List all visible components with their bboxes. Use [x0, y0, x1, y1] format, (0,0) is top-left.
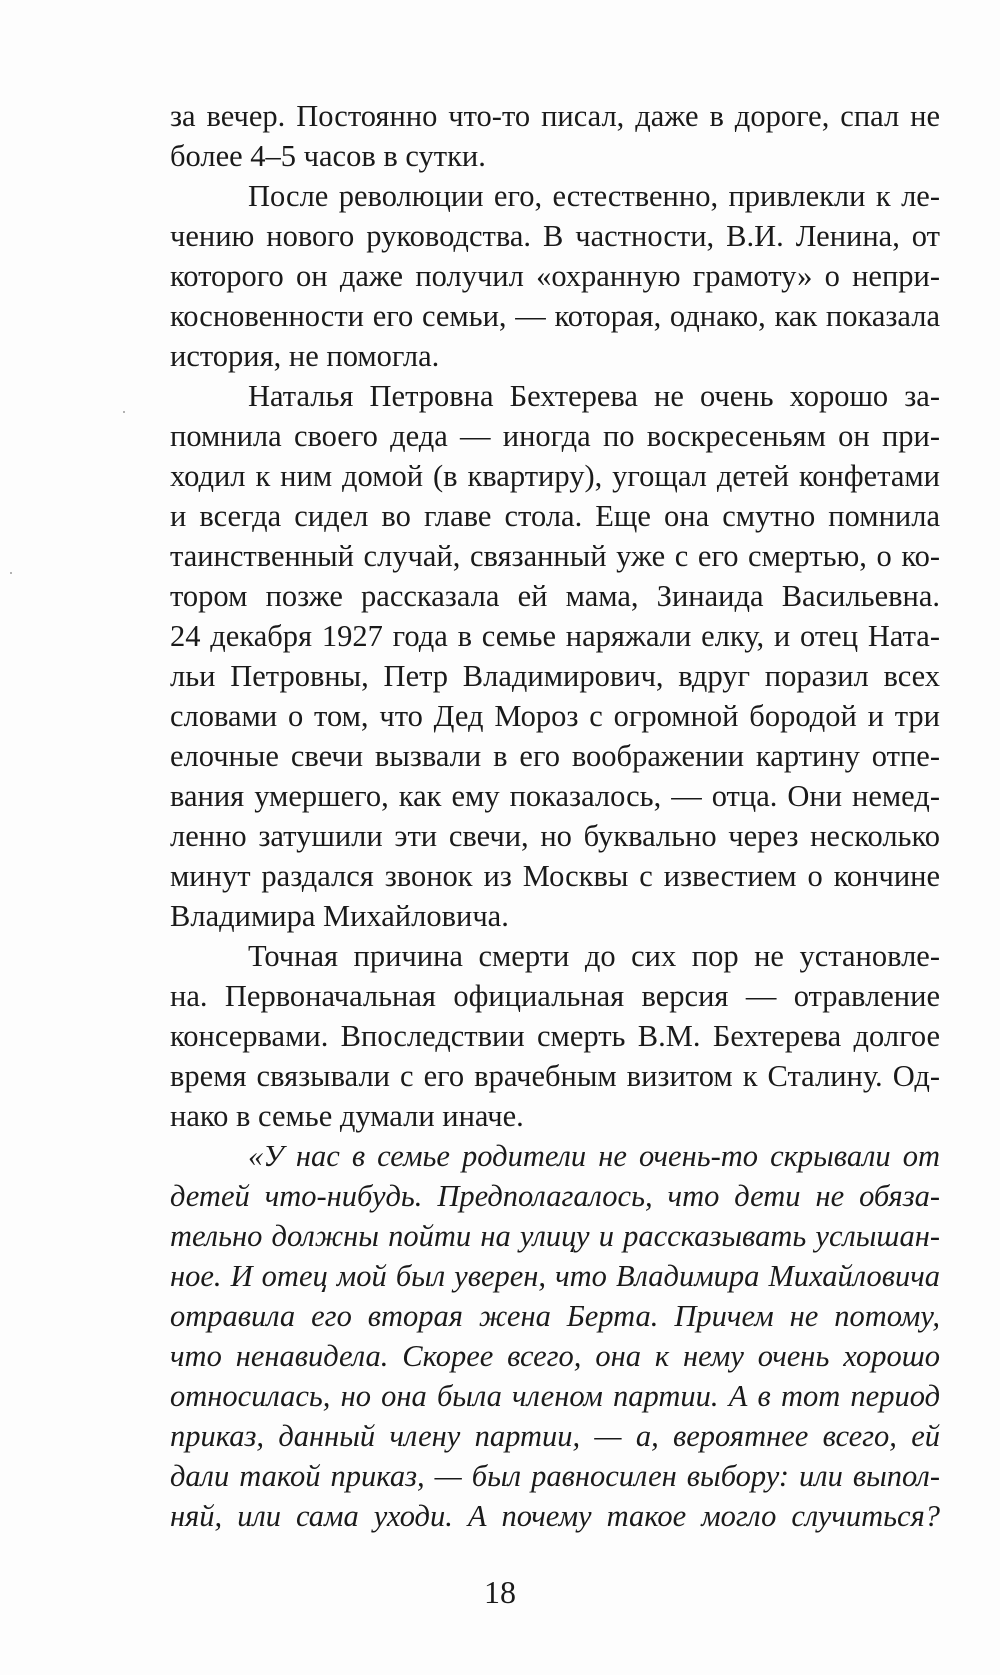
text-line: 24 декабря 1927 года в семье наряжали елку, и отец Ната-: [170, 619, 940, 653]
text-line: елочные свечи вызвали в его воображении картину отпе-: [170, 739, 940, 773]
quote-line: дали такой приказ, — был равносилен выбору: или выпол-: [170, 1459, 940, 1493]
text-line: время связывали с его врачебным визитом к Сталину. Од-: [170, 1059, 940, 1093]
text-line: льи Петровны, Петр Владимирович, вдруг поразил всех: [170, 659, 940, 693]
quote-line: приказ, данный члену партии, — а, вероятнее всего, ей: [170, 1419, 940, 1453]
text-line: на. Первоначальная официальная версия — отравление: [170, 979, 940, 1013]
text-line: косновенности его семьи, — которая, однако, как показала: [170, 299, 940, 333]
page-number: 18: [484, 1574, 516, 1610]
text-line: консервами. Впоследствии смерть В.М. Бехтерева долгое: [170, 1019, 940, 1053]
text-line: минут раздался звонок из Москвы с известием о кончине: [170, 859, 940, 893]
text-line: которого он даже получил «охранную грамоту» о непри-: [170, 259, 940, 293]
text-line: чению нового руководства. В частности, В.И. Ленина, от: [170, 219, 940, 253]
quote-line: ное. И отец мой был уверен, что Владимира Михайловича: [170, 1259, 940, 1293]
quote-line: детей что-нибудь. Предполагалось, что дети не обяза-: [170, 1179, 940, 1213]
text-line: за вечер. Постоянно что-то писал, даже в дороге, спал не: [170, 99, 940, 133]
quote-line: няй, или сама уходи. А почему такое могло случиться?: [170, 1499, 940, 1533]
text-line: Точная причина смерти до сих пор не установле-: [248, 939, 940, 973]
quote-line: тельно должны пойти на улицу и рассказывать услышан-: [170, 1219, 940, 1253]
quote-line: относилась, но она была членом партии. А в тот период: [170, 1379, 940, 1413]
text-line: вания умершего, как ему показалось, — отца. Они немед-: [170, 779, 940, 813]
text-line: более 4–5 часов в сутки.: [170, 139, 486, 173]
quote-line: отравила его вторая жена Берта. Причем не потому,: [170, 1299, 940, 1333]
text-line: тором позже рассказала ей мама, Зинаида Васильевна.: [170, 579, 940, 613]
text-line: нако в семье думали иначе.: [170, 1099, 524, 1133]
text-line: После революции его, естественно, привлекли к ле-: [248, 179, 940, 213]
text-line: Владимира Михайловича.: [170, 899, 509, 933]
quote-line: что ненавидела. Скорее всего, она к нему очень хорошо: [170, 1339, 940, 1373]
text-line: помнила своего деда — иногда по воскресеньям он при-: [170, 419, 940, 453]
text-line: история, не помогла.: [170, 339, 440, 373]
scan-speck: [123, 411, 125, 413]
text-line: Наталья Петровна Бехтерева не очень хорошо за-: [248, 379, 940, 413]
text-line: ленно затушили эти свечи, но буквально через несколько: [170, 819, 940, 853]
text-line: ходил к ним домой (в квартиру), угощал детей конфетами: [170, 459, 940, 493]
text-line: и всегда сидел во главе стола. Еще она смутно помнила: [170, 499, 940, 533]
text-line: словами о том, что Дед Мороз с огромной бородой и три: [170, 699, 940, 733]
text-line: таинственный случай, связанный уже с его смертью, о ко-: [170, 539, 940, 573]
quote-line: «У нас в семье родители не очень-то скрывали от: [248, 1139, 940, 1173]
scan-speck: [10, 572, 12, 574]
